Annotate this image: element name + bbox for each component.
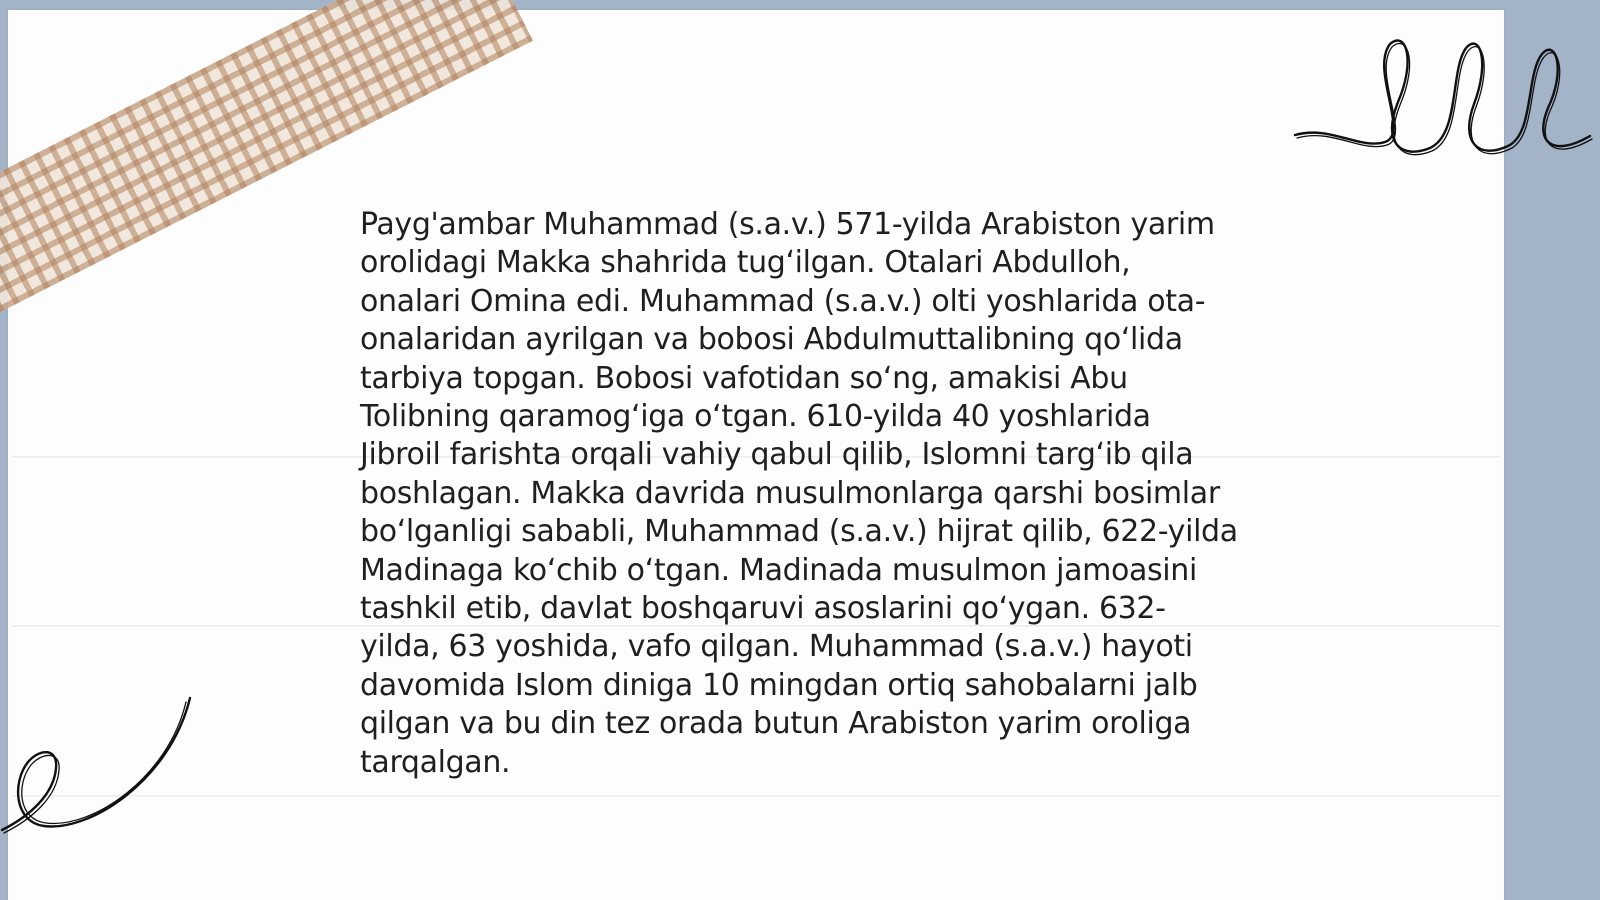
biography-paragraph: Payg'ambar Muhammad (s.a.v.) 571-yilda Arabiston yarim orolidagi Makka shahrida tugʻilgan. Otalari Abdulloh, onalari Omina edi. Muhammad (s.a.v.) olti yoshlarida ota-onalaridan ayrilgan va bobosi Abdulmuttalibning qoʻlida tarbiya topgan. Bobosi vafotidan soʻng, amakisi Abu Tolibning qaramogʻiga oʻtgan. 610-yilda 40 yoshlarida Jibroil farishta orqali vahiy qabul qilib, Islomni targʻib qila boshlagan. Makka davrida musulmonlarga qarshi bosimlar boʻlganligi sababli, Muhammad (s.a.v.) hijrat qilib, 622-yilda Madinaga koʻchib oʻtgan. Madinada musulmon jamoasini tashkil etib, davlat boshqaruvi asoslarini qoʻygan. 632-yilda, 63 yoshida, vafo qilgan. Muhammad (s.a.v.) hayoti davomida Islom diniga 10 mingdan ortiq sahobalarni jalb qilgan va bu din tez orada butun Arabiston yarim oroliga tarqalgan. bbox=[360, 207, 1238, 780]
swoosh-loop-icon bbox=[0, 690, 200, 850]
paper-fold-line bbox=[12, 795, 1500, 797]
scribble-loops-icon bbox=[1290, 30, 1600, 170]
